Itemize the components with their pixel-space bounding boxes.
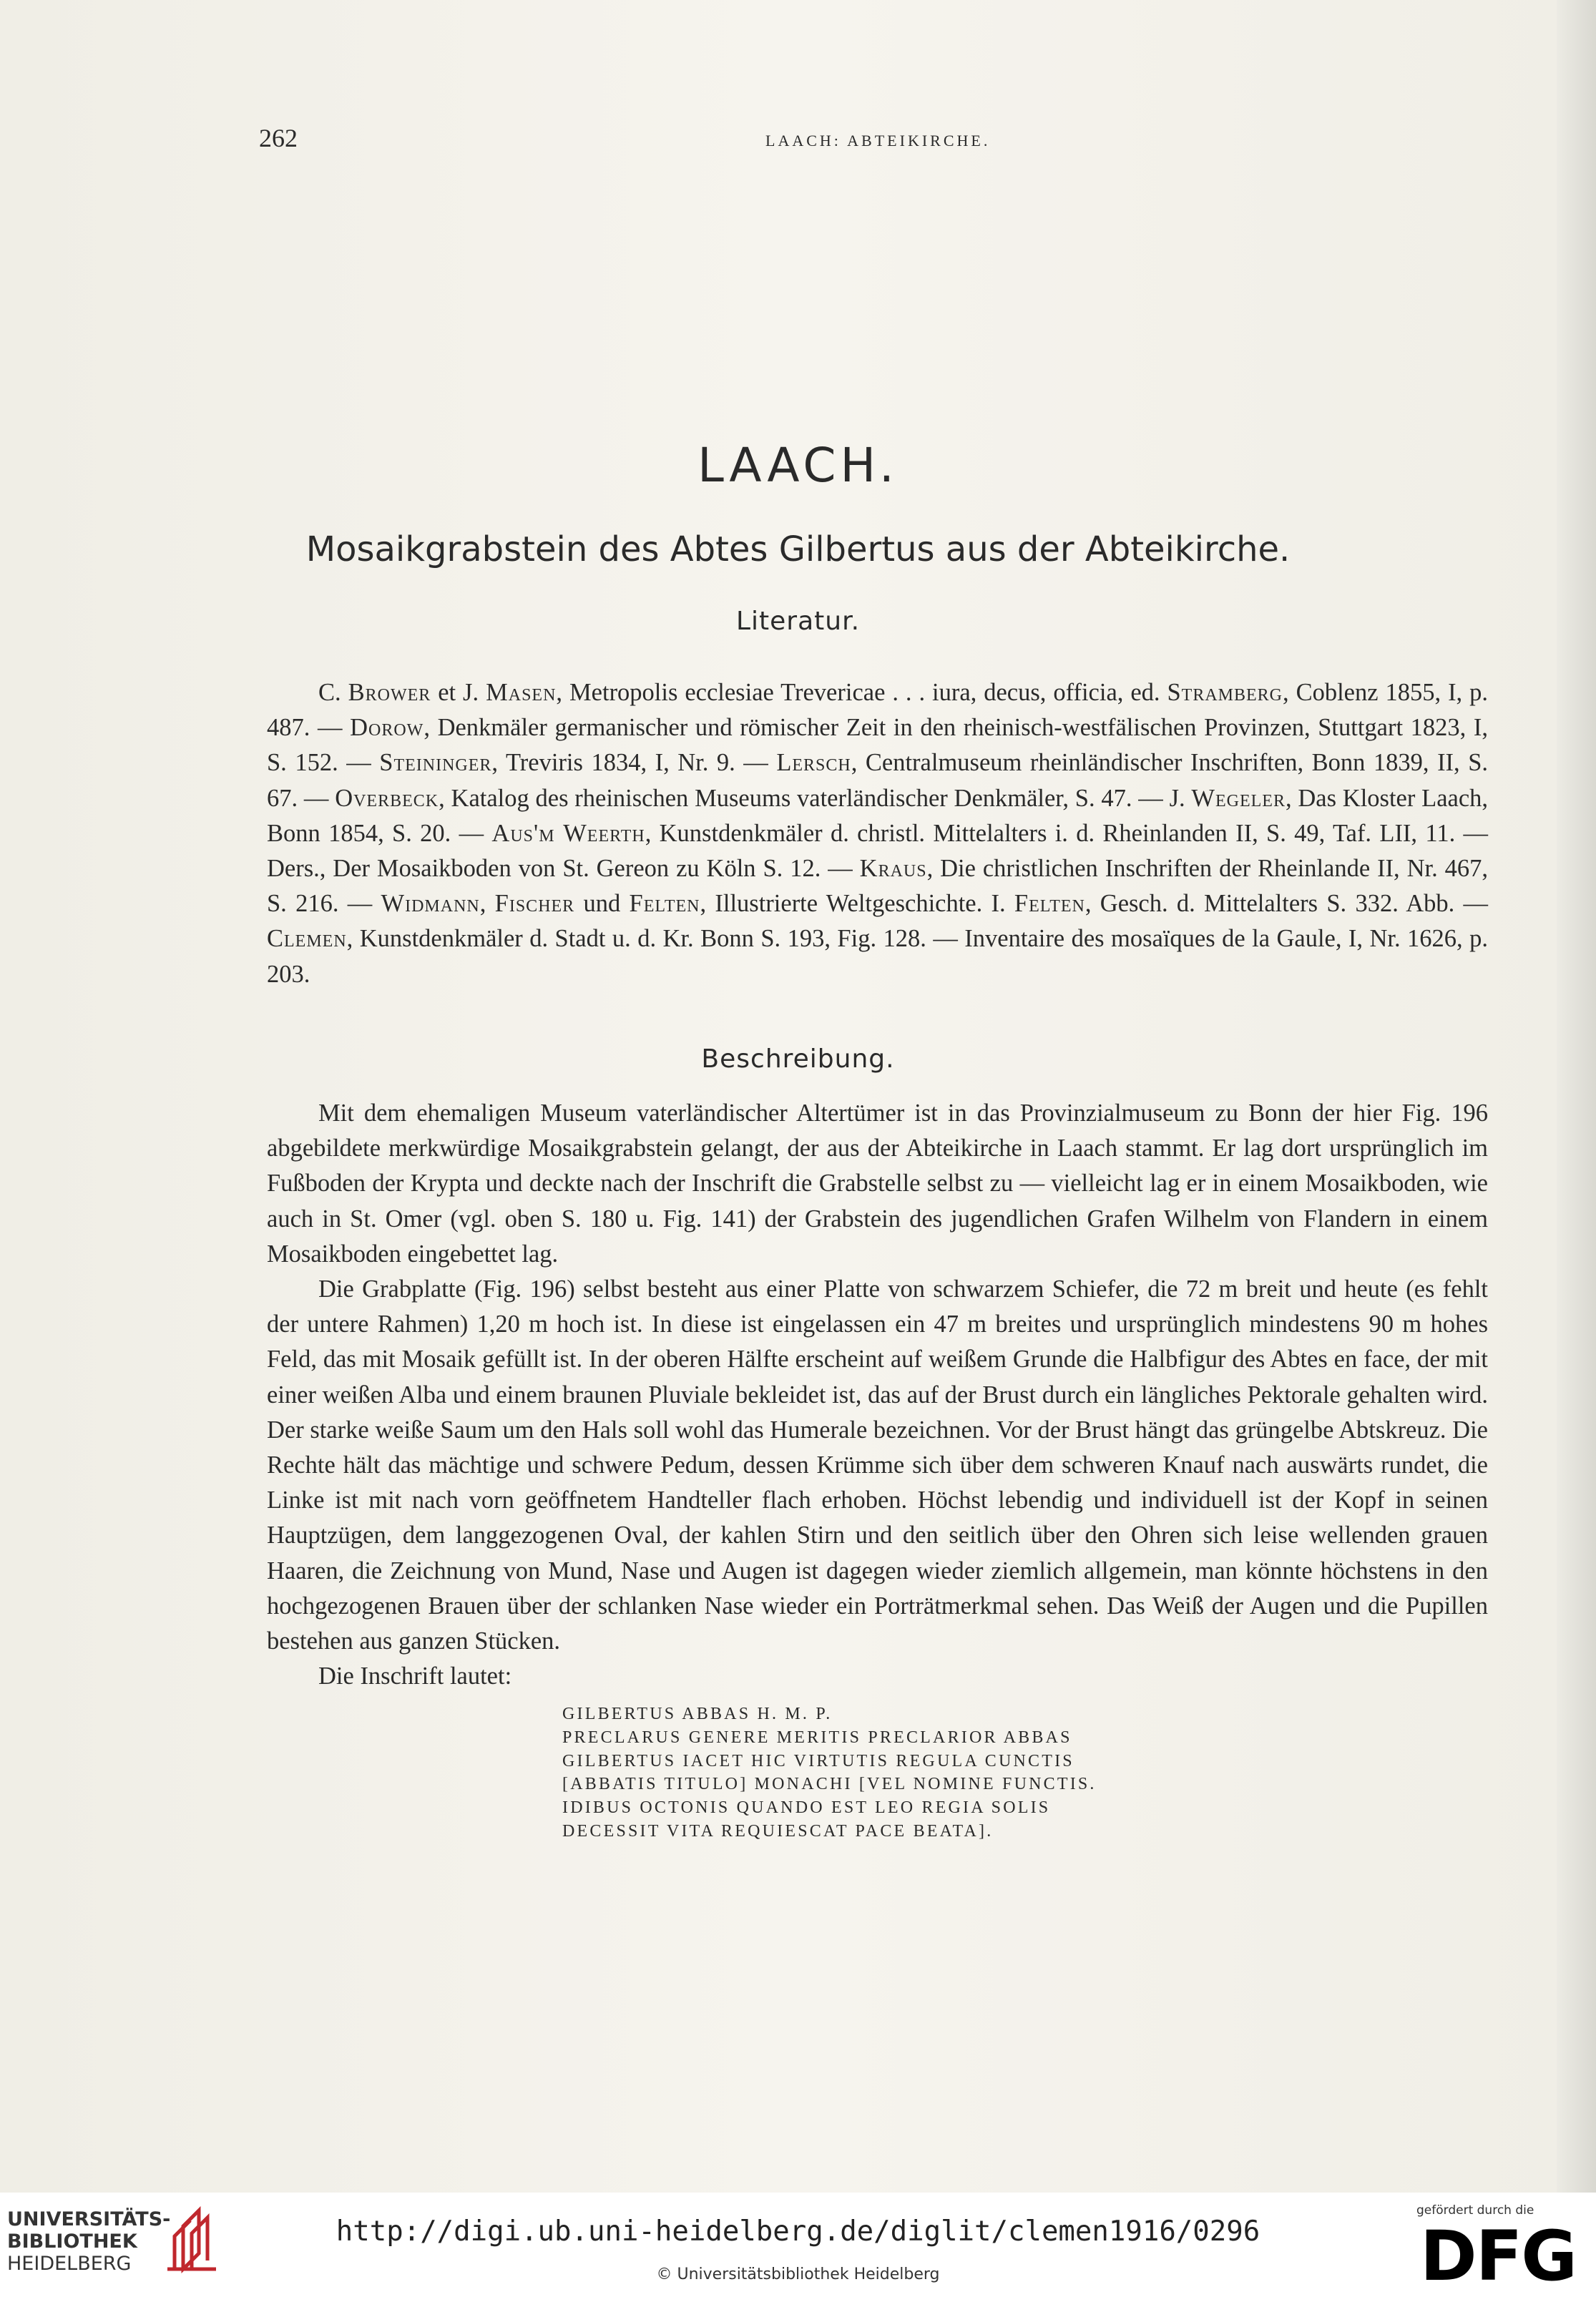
library-line: UNIVERSITÄTS- xyxy=(7,2208,171,2230)
author-name: Dorow xyxy=(350,714,424,742)
citation-text: , Kunstdenkmäler d. Stadt u. d. Kr. Bonn S. 193, Fig. 128. — Inventaire des mosaïques de la Gaule, I, Nr. 1626, p. 203. xyxy=(267,925,1488,988)
author-name: Fischer xyxy=(494,890,575,918)
author-name: Widmann xyxy=(381,890,480,918)
citation-text: , Katalog des rheinischen Museums vaterländischer Denkmäler, S. 47. — J. xyxy=(439,784,1192,812)
citation-text: , Kunstdenkmäler d. christl. Mittelalters i. d. Rheinlanden II, S. 49, Taf. LII, 11. — Ders., Der Mosaikboden von St. Gereon zu Köln S. 12. — xyxy=(267,819,1489,883)
inscription-line: PRECLARUS GENERE MERITIS PRECLARIOR ABBAS xyxy=(562,1728,1072,1747)
description-text xyxy=(267,1096,1488,1694)
author-name: Clemen xyxy=(267,925,347,953)
literature-text xyxy=(267,675,1488,992)
citation-text: C. xyxy=(318,679,348,706)
inscription-block xyxy=(562,1703,1097,1843)
author-name: Aus'm Weerth xyxy=(491,819,645,847)
citation-text: , Gesch. d. Mittelalters S. 332. Abb. — xyxy=(1085,890,1489,918)
page-title: LAACH. xyxy=(697,438,899,493)
author-name: Wegeler xyxy=(1191,784,1286,812)
author-name: Lersch xyxy=(776,749,851,777)
library-line: BIBLIOTHEK xyxy=(7,2230,137,2253)
author-name: Kraus xyxy=(859,855,927,883)
literature-heading: Literatur. xyxy=(735,607,861,636)
funding-note: gefördert durch die xyxy=(1416,2203,1534,2218)
copyright-notice: © Universitätsbibliothek Heidelberg xyxy=(656,2266,940,2283)
citation-text: , Illustrierte Weltgeschichte. I. xyxy=(700,890,1014,918)
dfg-logo[interactable]: DFG xyxy=(1420,2216,1577,2296)
inscription-line: GILBERTUS ABBAS H. M. P. xyxy=(562,1705,833,1723)
citation-text: , Denkmäler germanischer und römischer Zeit in den rheinisch-westfälischen Provinzen, Stuttgart 1823, I, S. 152. — xyxy=(267,714,1488,777)
description-paragraph: Die Inschrift lautet: xyxy=(318,1662,512,1690)
citation-text: , Das Kloster Laach, Bonn 1854, S. 20. — xyxy=(267,784,1489,847)
author-name: Masen xyxy=(486,679,557,706)
library-line: HEIDELBERG xyxy=(7,2253,132,2275)
citation-text: , Die christlichen Inschriften der Rheinlande II, Nr. 467, S. 216. — xyxy=(267,855,1488,918)
inscription-line: GILBERTUS IACET HIC VIRTUTIS REGULA CUNCTIS xyxy=(562,1751,1074,1770)
citation-text: , Metropolis ecclesiae Trevericae . . . iura, decus, officia, ed. xyxy=(556,679,1167,706)
viewer-footer xyxy=(0,2193,1596,2307)
inscription-line: [ABBATIS TITULO] MONACHI [VEL NOMINE FUNCTIS. xyxy=(562,1775,1097,1794)
author-name: Steininger xyxy=(379,749,492,777)
author-name: Felten xyxy=(1014,890,1085,918)
citation-text: , Coblenz 1855, I, p. 487. — xyxy=(267,679,1489,742)
author-name: Stramberg xyxy=(1167,679,1283,706)
page-edge xyxy=(1557,0,1596,2193)
citation-text: und xyxy=(574,890,630,918)
page-number: 262 xyxy=(259,124,298,152)
inscription-line: DECESSIT VITA REQUIESCAT PACE BEATA]. xyxy=(562,1821,994,1841)
citation-text: et J. xyxy=(431,679,486,706)
inscription-line: IDIBUS OCTONIS QUANDO EST LEO REGIA SOLIS xyxy=(562,1798,1051,1818)
citation-text: , xyxy=(479,890,495,918)
author-name: Felten xyxy=(629,890,700,918)
permalink-url[interactable]: http://digi.ub.uni-heidelberg.de/diglit/clemen1916/0296 xyxy=(336,2215,1260,2248)
author-name: Brower xyxy=(348,679,431,706)
citation-text: , Treviris 1834, I, Nr. 9. — xyxy=(491,749,777,777)
description-paragraph: Die Grabplatte (Fig. 196) selbst besteht aus einer Platte von schwarzem Schiefer, die 72 m breit und heute (es fehlt der untere Rahmen) 1,20 m hoch ist. In diese ist eingelassen ein 47 m breites und ursprünglich mindestens 90 m hohes Feld, das mit Mosaik gefüllt ist. In der oberen Hälfte erscheint auf weißem Grunde die Halbfigur des Abtes en face, der mit einer weißen Alba und einem braunen Pluviale bekleidet ist, das auf der Brust durch ein längliches Pektorale gehalten wird. Der starke weiße Saum um den Hals soll wohl das Humerale bezeichnen. Vor der Brust hängt das grüngelbe Abtskreuz. Die Rechte hält das mächtige und schwere Pedum, dessen Krümme sich über dem schweren Knauf nach auswärts rundet, die Linke ist mit nach vorn geöffnetem Handteller flach erhoben. Höchst lebendig und individuell ist der Kopf in seinen Hauptzügen, dem langgezogenen Oval, der kahlen Stirn und den seitlich über den Ohren sich leise wellenden grauen Haaren, die Zeichnung von Mund, Nase und Augen ist dagegen wieder ziemlich allgemein, man könnte höchstens in den hochgezogenen Brauen über der schlanken Nase wieder ein Porträtmerkmal sehen. Das Weiß der Augen und die Pupillen bestehen aus ganzen Stücken. xyxy=(267,1275,1488,1655)
page-subtitle: Mosaikgrabstein des Abtes Gilbertus aus der Abteikirche. xyxy=(305,529,1291,569)
running-title: LAACH: ABTEIKIRCHE. xyxy=(765,132,991,150)
description-heading: Beschreibung. xyxy=(701,1044,895,1074)
author-name: Overbeck xyxy=(335,784,439,812)
description-paragraph: Mit dem ehemaligen Museum vaterländischer Altertümer ist in das Provinzialmuseum zu Bonn der hier Fig. 196 abgebildete merkwürdige Mosaikgrabstein gelangt, der aus der Abteikirche in Laach stammt. Er lag dort ursprünglich im Fußboden der Krypta und deckte nach der Inschrift die Grabstelle selbst zu — vielleicht lag er in einem Mosaikboden, wie auch in St. Omer (vgl. oben S. 180 u. Fig. 141) der Grabstein des jugendlichen Grafen Wilhelm von Flandern in einem Mosaikboden eingebettet lag. xyxy=(267,1099,1488,1268)
citation-text: , Centralmuseum rheinländischer Inschriften, Bonn 1839, II, S. 67. — xyxy=(267,749,1489,812)
